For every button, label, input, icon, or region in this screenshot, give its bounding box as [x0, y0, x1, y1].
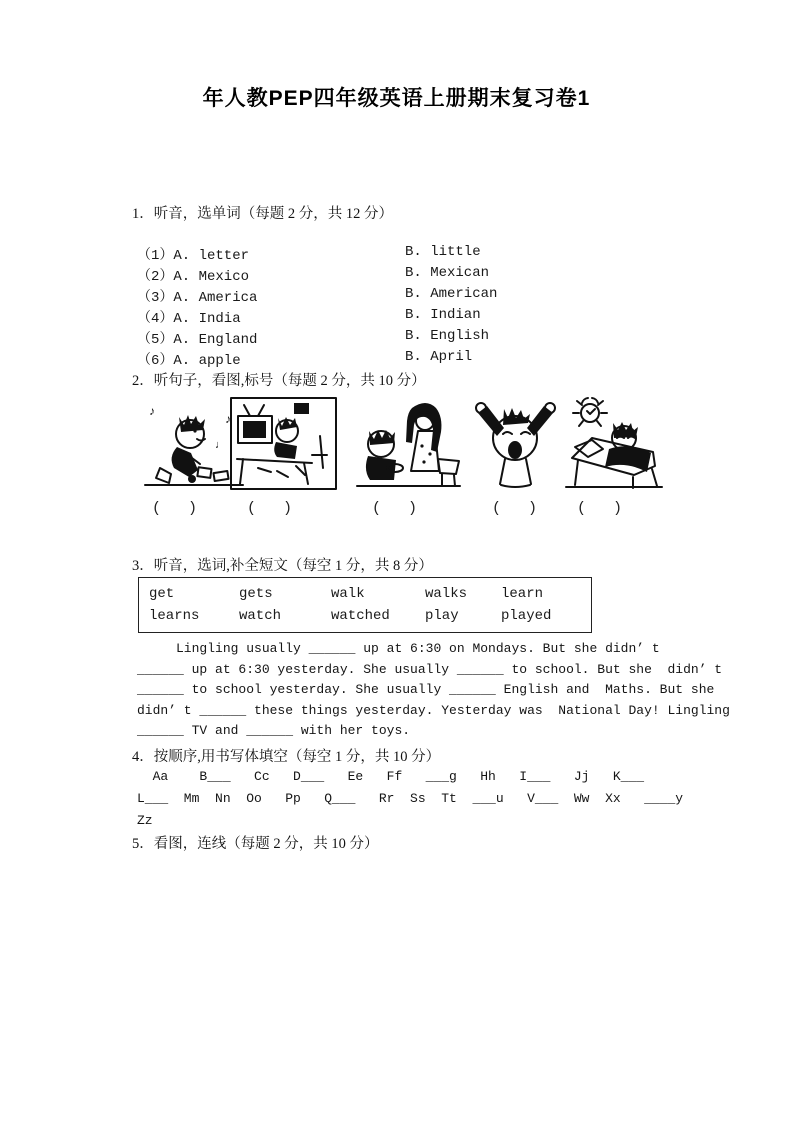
- passage-line: didn’ t ______ these things yesterday. Yesterday was National Day! Lingling: [137, 702, 730, 718]
- option-a: （4）A. India: [137, 311, 241, 327]
- bank-word: watch: [239, 608, 282, 624]
- answer-slot-2: ( ): [247, 500, 293, 517]
- option-b: B. Indian: [405, 307, 481, 323]
- answer-slot-5: ( ): [577, 500, 623, 517]
- bank-word: play: [425, 608, 459, 624]
- svg-text:♪: ♪: [225, 412, 231, 426]
- word-bank-row-2: [149, 605, 591, 627]
- section4-heading: 4．按顺序,用书写体填空（每空 1 分，共 10 分）: [132, 749, 441, 765]
- bank-word: get: [149, 586, 175, 602]
- question-row-4: [137, 307, 657, 325]
- boy-sleeping-alarm-clock-image: [562, 396, 667, 491]
- alphabet-line: Aa B___ Cc D___ Ee Ff ___g Hh I___ Jj K___: [137, 769, 645, 784]
- bank-word: learn: [501, 586, 544, 602]
- answer-slot-3: ( ): [372, 500, 418, 517]
- passage-line: ______ TV and ______ with her toys.: [137, 723, 411, 739]
- bank-word: gets: [239, 586, 273, 602]
- option-a: （2）A. Mexico: [137, 269, 250, 285]
- section1-heading: 1．听音，选单词（每题 2 分，共 12 分）: [132, 206, 393, 222]
- cloze-passage: [137, 639, 730, 742]
- bank-word: walk: [331, 586, 365, 602]
- option-b: B. little: [405, 244, 481, 260]
- bank-word: learns: [149, 608, 200, 624]
- passage-line: ______ to school yesterday. She usually ______ English and Maths. But she: [137, 682, 715, 698]
- bank-word: walks: [425, 586, 468, 602]
- section3-heading: 3．听音，选词,补全短文（每空 1 分，共 8 分）: [132, 558, 433, 574]
- answer-slot-1: ( ): [152, 500, 198, 517]
- boy-eating-with-mother-image: [352, 396, 464, 491]
- answer-slot-4: ( ): [492, 500, 538, 517]
- section5-heading: 5．看图，连线（每题 2 分，共 10 分）: [132, 836, 379, 852]
- question-row-3: [137, 286, 657, 304]
- section2-heading: 2．听句子，看图,标号（每题 2 分，共 10 分）: [132, 373, 426, 389]
- option-b: B. American: [405, 286, 498, 302]
- word-bank-box: [138, 577, 592, 633]
- alphabet-fill-in: [137, 766, 683, 832]
- page-title: 年人教PEP四年级英语上册期末复习卷1: [202, 87, 591, 110]
- bank-word: watched: [331, 608, 390, 624]
- option-a: （5）A. England: [137, 332, 258, 348]
- question-row-2: [137, 265, 657, 283]
- option-b: B. April: [405, 349, 473, 365]
- option-b: B. Mexican: [405, 265, 490, 281]
- alphabet-line: L___ Mm Nn Oo Pp Q___ Rr Ss Tt ___u V___ Ww Xx ____y: [137, 791, 684, 806]
- svg-text:♪: ♪: [149, 404, 155, 418]
- alphabet-line: Zz: [137, 813, 153, 828]
- passage-line: Lingling usually ______ up at 6:30 on Mondays. But she didn’ t: [137, 641, 660, 656]
- option-a: （6）A. apple: [137, 353, 241, 369]
- passage-line: ______ up at 6:30 yesterday. She usually ______ to school. But she didn’ t: [137, 661, 723, 677]
- question-row-1: [137, 244, 657, 262]
- option-a: （1）A. letter: [137, 248, 250, 264]
- question-row-6: [137, 349, 657, 367]
- option-b: B. English: [405, 328, 490, 344]
- word-bank-row-1: [149, 583, 591, 605]
- svg-text:♩: ♩: [215, 439, 226, 451]
- boy-watching-tv-image: [230, 396, 338, 491]
- bank-word: played: [501, 608, 552, 624]
- option-a: （3）A. America: [137, 290, 258, 306]
- question-row-5: [137, 328, 657, 346]
- boy-stretching-image: [468, 396, 563, 491]
